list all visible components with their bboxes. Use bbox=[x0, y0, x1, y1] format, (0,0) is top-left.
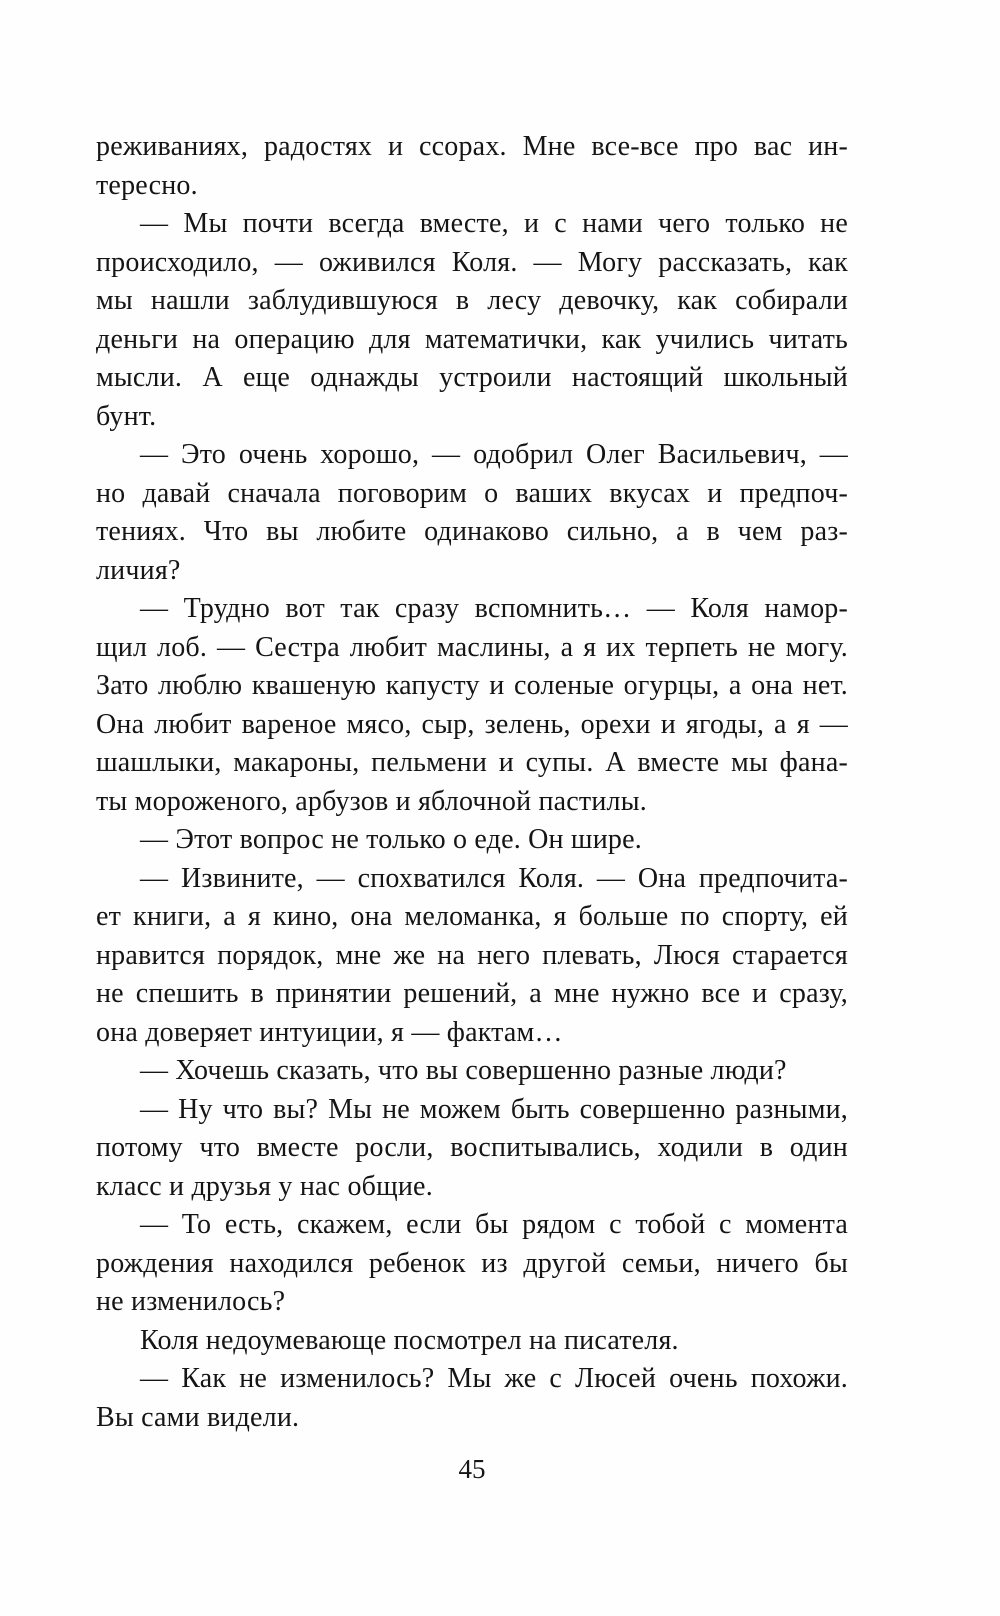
text-line: она доверяет интуиции, я — фактам… bbox=[96, 1016, 563, 1048]
paragraph bbox=[96, 436, 848, 590]
text-line: Зато люблю квашеную капусту и соленые огурцы, а она нет. bbox=[96, 670, 848, 701]
paragraph bbox=[96, 821, 848, 860]
paragraph bbox=[96, 1206, 848, 1322]
paragraph bbox=[96, 590, 848, 821]
paragraph bbox=[96, 1091, 848, 1207]
text-line: — Этот вопрос не только о еде. Он шире. bbox=[140, 824, 642, 855]
text-line: класс и друзья у нас общие. bbox=[96, 1170, 433, 1202]
text-line: реживаниях, радостях и ссорах. Мне все-все про вас ин- bbox=[96, 131, 848, 162]
text-line: тениях. Что вы любите одинаково сильно, а в чем раз- bbox=[96, 516, 848, 547]
page-number: 45 bbox=[458, 1454, 486, 1484]
text-line: личия? bbox=[96, 554, 181, 586]
paragraph bbox=[96, 1052, 848, 1091]
text-line: не спешить в принятии решений, а мне нужно все и сразу, bbox=[96, 978, 848, 1009]
text-line: деньги на операцию для математички, как учились читать bbox=[96, 323, 848, 355]
paragraph bbox=[96, 128, 848, 205]
text-line: Она любит вареное мясо, сыр, зелень, орехи и ягоды, а я — bbox=[96, 708, 848, 740]
text-line: Коля недоумевающе посмотрел на писателя. bbox=[140, 1324, 679, 1356]
text-block bbox=[96, 128, 848, 1437]
text-line: нравится порядок, мне же на него плевать, Люся старается bbox=[96, 939, 848, 971]
text-line: — Хочешь сказать, что вы совершенно разные люди? bbox=[140, 1055, 787, 1086]
text-line: — Мы почти всегда вместе, и с нами чего только не bbox=[140, 208, 848, 239]
paragraph bbox=[96, 1322, 848, 1361]
paragraph bbox=[96, 860, 848, 1053]
text-line: — Извините, — спохватился Коля. — Она предпочита- bbox=[140, 862, 848, 894]
text-line: шашлыки, макароны, пельмени и супы. А вместе мы фана- bbox=[96, 747, 848, 778]
text-line: потому что вместе росли, воспитывались, ходили в один bbox=[96, 1132, 848, 1163]
text-line: мысли. А еще однажды устроили настоящий школьный bbox=[96, 362, 848, 393]
text-line: щил лоб. — Сестра любит маслины, а я их терпеть не могу. bbox=[96, 631, 848, 663]
text-line: ет книги, а я кино, она меломанка, я больше по спорту, ей bbox=[96, 901, 848, 932]
text-line: Вы сами видели. bbox=[96, 1401, 300, 1433]
text-line: не изменилось? bbox=[96, 1286, 286, 1317]
text-line: — Как не изменилось? Мы же с Люсей очень похожи. bbox=[140, 1363, 848, 1394]
text-line: — Это очень хорошо, — одобрил Олег Васильевич, — bbox=[140, 439, 848, 470]
text-line: мы нашли заблудившуюся в лесу девочку, как собирали bbox=[96, 285, 848, 316]
text-line: — Ну что вы? Мы не можем быть совершенно разными, bbox=[140, 1093, 848, 1125]
text-line: — Трудно вот так сразу вспомнить… — Коля намор- bbox=[140, 593, 848, 624]
paragraph bbox=[96, 1360, 848, 1437]
text-line: происходило, — оживился Коля. — Могу рассказать, как bbox=[96, 246, 848, 278]
paragraph bbox=[96, 205, 848, 436]
text-line: тересно. bbox=[96, 169, 198, 201]
text-line: бунт. bbox=[96, 400, 157, 432]
text-line: — То есть, скажем, если бы рядом с тобой с момента bbox=[140, 1209, 848, 1240]
text-line: ты мороженого, арбузов и яблочной пастилы. bbox=[96, 785, 647, 817]
text-line: рождения находился ребенок из другой семьи, ничего бы bbox=[96, 1247, 848, 1279]
text-line: но давай сначала поговорим о ваших вкусах и предпоч- bbox=[96, 477, 848, 509]
